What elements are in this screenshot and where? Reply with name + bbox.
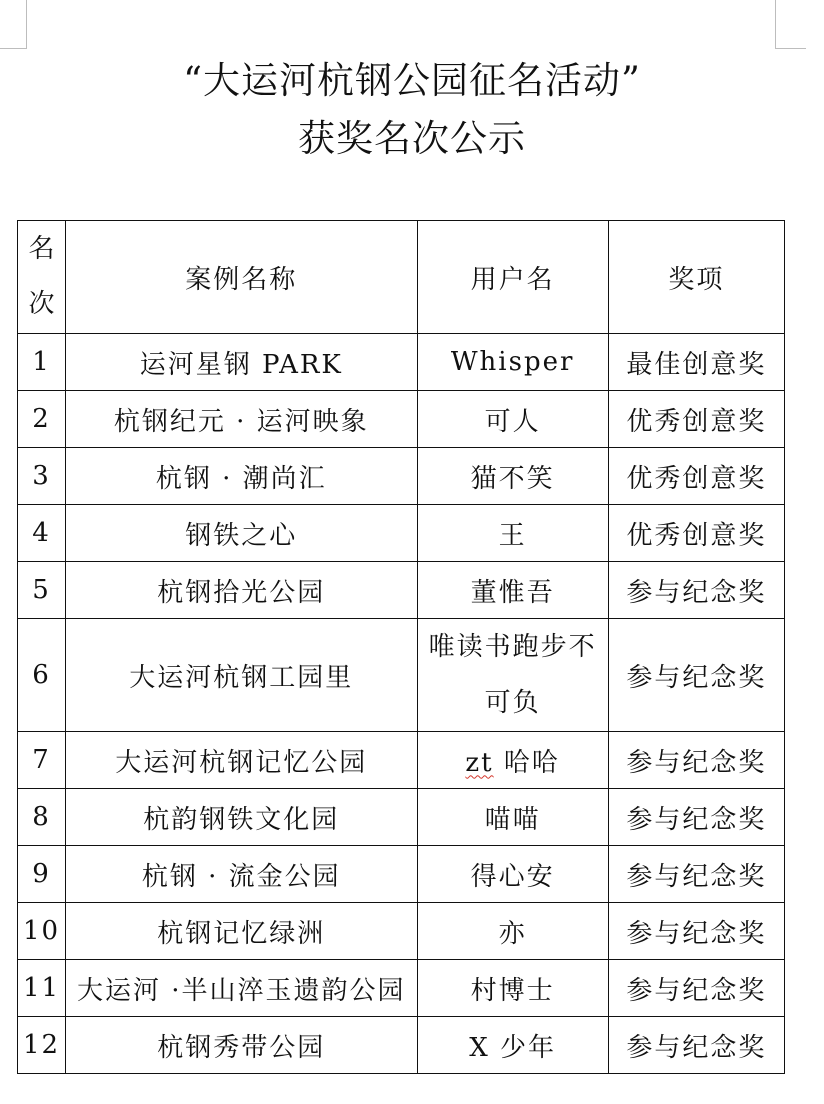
- cell-case-name: 杭钢纪元 · 运河映象: [66, 391, 417, 448]
- cell-user-name: 猫不笑: [417, 448, 608, 505]
- header-rank-label: 名次: [28, 234, 55, 319]
- cell-user-name: X 少年: [417, 1017, 608, 1074]
- cell-rank: 1: [18, 334, 66, 391]
- cell-case-name: 大运河 ·半山淬玉遗韵公园: [66, 960, 417, 1017]
- cell-award: 参与纪念奖: [608, 732, 784, 789]
- cell-rank: 7: [18, 732, 66, 789]
- cell-award: 优秀创意奖: [608, 505, 784, 562]
- table-row: [18, 448, 785, 505]
- cell-user-name: 喵喵: [417, 789, 608, 846]
- title-line-2: 获奖名次公示: [298, 117, 526, 160]
- cell-rank: 12: [18, 1017, 66, 1074]
- page-margin-mark-top-left: [0, 0, 27, 49]
- cell-rank: 11: [18, 960, 66, 1017]
- cell-case-name: 杭韵钢铁文化园: [66, 789, 417, 846]
- cell-award: 参与纪念奖: [608, 562, 784, 619]
- cell-case-name: 杭钢秀带公园: [66, 1017, 417, 1074]
- cell-award: 参与纪念奖: [608, 903, 784, 960]
- cell-award: 参与纪念奖: [608, 619, 784, 732]
- cell-award: 优秀创意奖: [608, 448, 784, 505]
- cell-rank: 5: [18, 562, 66, 619]
- cell-case-name: 钢铁之心: [66, 505, 417, 562]
- table-row: [18, 732, 785, 789]
- page-margin-mark-top-right: [775, 0, 806, 49]
- table-row: [18, 391, 785, 448]
- cell-case-name: 杭钢记忆绿洲: [66, 903, 417, 960]
- header-award: 奖项: [608, 221, 784, 334]
- cell-award: 最佳创意奖: [608, 334, 784, 391]
- cell-user-name: 村博士: [417, 960, 608, 1017]
- cell-case-name: 运河星钢 PARK: [66, 334, 417, 391]
- cell-rank: 2: [18, 391, 66, 448]
- cell-user-name: [417, 732, 608, 789]
- table-header-row: [18, 221, 785, 334]
- table-row: [18, 562, 785, 619]
- cell-user-name-suffix: 哈哈: [493, 747, 560, 778]
- cell-award: 参与纪念奖: [608, 789, 784, 846]
- cell-rank: 10: [18, 903, 66, 960]
- cell-award: 参与纪念奖: [608, 960, 784, 1017]
- cell-rank: 8: [18, 789, 66, 846]
- cell-rank: 9: [18, 846, 66, 903]
- cell-award: 参与纪念奖: [608, 846, 784, 903]
- cell-case-name: 大运河杭钢记忆公园: [66, 732, 417, 789]
- cell-user-name: 亦: [417, 903, 608, 960]
- cell-rank: 6: [18, 619, 66, 732]
- header-rank: [18, 221, 66, 334]
- table-row: [18, 334, 785, 391]
- cell-case-name: 杭钢 · 流金公园: [66, 846, 417, 903]
- table-row: [18, 619, 785, 732]
- cell-rank: 3: [18, 448, 66, 505]
- cell-user-name: Whisper: [417, 334, 608, 391]
- cell-user-name: [417, 619, 608, 732]
- table-row: [18, 505, 785, 562]
- title-line-1: “大运河杭钢公园征名活动”: [183, 59, 641, 102]
- table-row: [18, 789, 785, 846]
- document-title: [0, 52, 824, 168]
- cell-user-name: 得心安: [417, 846, 608, 903]
- cell-user-name-text: 唯读书跑步不可负: [428, 632, 597, 718]
- awards-table: [17, 220, 785, 1074]
- cell-award: 优秀创意奖: [608, 391, 784, 448]
- cell-case-name: 大运河杭钢工园里: [66, 619, 417, 732]
- cell-rank: 4: [18, 505, 66, 562]
- header-user-name: 用户名: [417, 221, 608, 334]
- cell-user-name: 王: [417, 505, 608, 562]
- cell-user-name: 可人: [417, 391, 608, 448]
- table-row: [18, 903, 785, 960]
- table-row: [18, 1017, 785, 1074]
- table-row: [18, 960, 785, 1017]
- spellcheck-flagged-text: zt: [465, 747, 494, 778]
- table-row: [18, 846, 785, 903]
- cell-user-name: 董惟吾: [417, 562, 608, 619]
- cell-case-name: 杭钢拾光公园: [66, 562, 417, 619]
- header-case-name: 案例名称: [66, 221, 417, 334]
- cell-case-name: 杭钢 · 潮尚汇: [66, 448, 417, 505]
- cell-award: 参与纪念奖: [608, 1017, 784, 1074]
